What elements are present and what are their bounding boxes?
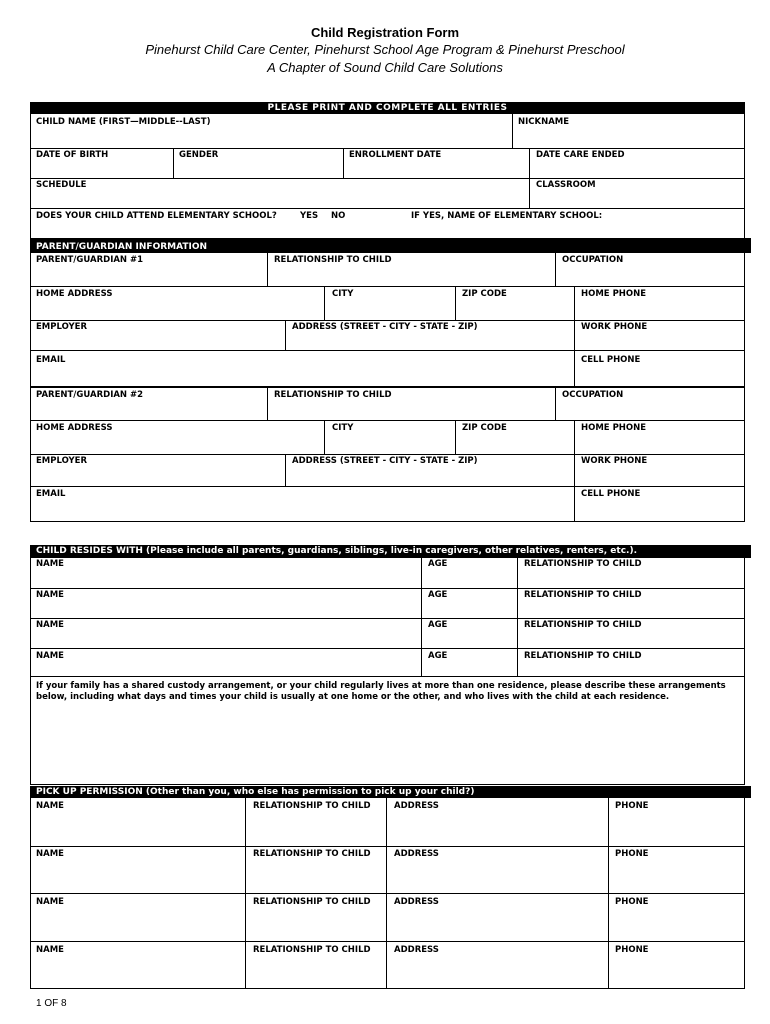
divider xyxy=(555,388,556,420)
parent1-relationship-field[interactable]: RELATIONSHIP TO CHILD xyxy=(274,255,392,265)
pickup-address-field[interactable]: ADDRESS xyxy=(394,897,439,907)
border xyxy=(744,786,745,988)
pickup-address-field[interactable]: ADDRESS xyxy=(394,849,439,859)
parent1-home-phone-field[interactable]: HOME PHONE xyxy=(581,289,647,299)
resident-relationship-field[interactable]: RELATIONSHIP TO CHILD xyxy=(524,559,642,569)
parent2-relationship-field[interactable]: RELATIONSHIP TO CHILD xyxy=(274,390,392,400)
elementary-question: DOES YOUR CHILD ATTEND ELEMENTARY SCHOOL? xyxy=(36,211,277,221)
resident-age-field[interactable]: AGE xyxy=(428,651,448,661)
divider xyxy=(421,558,422,676)
classroom-field[interactable]: CLASSROOM xyxy=(536,180,596,190)
resident-relationship-field[interactable]: RELATIONSHIP TO CHILD xyxy=(524,620,642,630)
nickname-field[interactable]: NICKNAME xyxy=(518,117,570,127)
gender-field[interactable]: GENDER xyxy=(179,150,219,160)
divider xyxy=(30,386,745,388)
parent2-occupation-field[interactable]: OCCUPATION xyxy=(562,390,624,400)
resident-name-field[interactable]: NAME xyxy=(36,620,64,630)
divider xyxy=(30,486,745,487)
resident-relationship-field[interactable]: RELATIONSHIP TO CHILD xyxy=(524,590,642,600)
divider xyxy=(30,454,745,455)
parent2-zip-field[interactable]: ZIP CODE xyxy=(462,423,507,433)
divider xyxy=(30,648,745,649)
divider xyxy=(285,320,286,350)
parent1-employer-address-field[interactable]: ADDRESS (STREET - CITY - STATE - ZIP) xyxy=(292,322,478,332)
parent1-city-field[interactable]: CITY xyxy=(332,289,354,299)
border xyxy=(30,545,31,785)
divider xyxy=(30,846,745,847)
pickup-relationship-field[interactable]: RELATIONSHIP TO CHILD xyxy=(253,801,371,811)
divider xyxy=(574,286,575,386)
divider xyxy=(555,253,556,286)
yes-option[interactable]: YES xyxy=(300,211,319,221)
divider xyxy=(455,286,456,320)
dob-field[interactable]: DATE OF BIRTH xyxy=(36,150,109,160)
parent1-home-address-field[interactable]: HOME ADDRESS xyxy=(36,289,113,299)
parent1-employer-field[interactable]: EMPLOYER xyxy=(36,322,88,332)
divider xyxy=(324,420,325,454)
pickup-name-field[interactable]: NAME xyxy=(36,849,64,859)
parent2-employer-address-field[interactable]: ADDRESS (STREET - CITY - STATE - ZIP) xyxy=(292,456,478,466)
resident-age-field[interactable]: AGE xyxy=(428,590,448,600)
parent1-work-phone-field[interactable]: WORK PHONE xyxy=(581,322,648,332)
pickup-phone-field[interactable]: PHONE xyxy=(615,945,649,955)
divider xyxy=(285,454,286,486)
border xyxy=(744,102,745,238)
parent1-zip-field[interactable]: ZIP CODE xyxy=(462,289,507,299)
parent1-cell-phone-field[interactable]: CELL PHONE xyxy=(581,355,641,365)
divider xyxy=(324,286,325,320)
no-option[interactable]: NO xyxy=(331,211,346,221)
border xyxy=(744,545,745,785)
elementary-school-field[interactable]: IF YES, NAME OF ELEMENTARY SCHOOL: xyxy=(411,211,603,221)
divider xyxy=(517,558,518,676)
child-name-field[interactable]: CHILD NAME (FIRST—MIDDLE--LAST) xyxy=(36,117,211,127)
divider xyxy=(30,286,745,287)
form-subtitle: Pinehurst Child Care Center, Pinehurst School Age Program & Pinehurst Preschool xyxy=(145,42,625,57)
page-number: 1 OF 8 xyxy=(36,998,67,1009)
divider xyxy=(30,988,745,989)
divider xyxy=(574,420,575,522)
custody-instructions: If your family has a shared custody arrangement, or your child regularly lives at more than one residence, please describe these arrangements below, including what days and times your child is usually at one home or the other, and who lives with the child at each residence. xyxy=(36,681,726,702)
pickup-relationship-field[interactable]: RELATIONSHIP TO CHILD xyxy=(253,945,371,955)
section-bar-resides: CHILD RESIDES WITH (Please include all parents, guardians, siblings, live-in caregivers, other relatives, renters, etc.). xyxy=(30,545,751,558)
pickup-phone-field[interactable]: PHONE xyxy=(615,801,649,811)
divider xyxy=(30,208,745,209)
section-bar-pickup: PICK UP PERMISSION (Other than you, who else has permission to pick up your child?) xyxy=(30,786,751,798)
divider xyxy=(30,420,745,421)
parent2-home-address-field[interactable]: HOME ADDRESS xyxy=(36,423,113,433)
divider xyxy=(30,350,745,351)
schedule-field[interactable]: SCHEDULE xyxy=(36,180,87,190)
parent2-cell-phone-field[interactable]: CELL PHONE xyxy=(581,489,641,499)
pickup-name-field[interactable]: NAME xyxy=(36,897,64,907)
parent2-employer-field[interactable]: EMPLOYER xyxy=(36,456,88,466)
pickup-name-field[interactable]: NAME xyxy=(36,801,64,811)
resident-name-field[interactable]: NAME xyxy=(36,559,64,569)
parent2-city-field[interactable]: CITY xyxy=(332,423,354,433)
divider xyxy=(455,420,456,454)
section-bar-child: PLEASE PRINT AND COMPLETE ALL ENTRIES xyxy=(30,102,745,114)
parent1-field[interactable]: PARENT/GUARDIAN #1 xyxy=(36,255,144,265)
parent2-email-field[interactable]: EMAIL xyxy=(36,489,66,499)
form-title: Child Registration Form xyxy=(310,25,460,40)
divider xyxy=(30,320,745,321)
pickup-address-field[interactable]: ADDRESS xyxy=(394,801,439,811)
divider xyxy=(267,388,268,420)
divider xyxy=(30,521,745,522)
enrollment-date-field[interactable]: ENROLLMENT DATE xyxy=(349,150,442,160)
section-bar-parent: PARENT/GUARDIAN INFORMATION xyxy=(30,238,751,253)
form-chapter: A Chapter of Sound Child Care Solutions xyxy=(267,60,503,75)
border xyxy=(30,238,31,522)
divider xyxy=(30,148,745,149)
parent1-email-field[interactable]: EMAIL xyxy=(36,355,66,365)
divider xyxy=(173,148,174,178)
border xyxy=(744,238,745,522)
parent2-field[interactable]: PARENT/GUARDIAN #2 xyxy=(36,390,144,400)
border xyxy=(30,786,31,988)
divider xyxy=(512,114,513,148)
parent1-occupation-field[interactable]: OCCUPATION xyxy=(562,255,624,265)
pickup-name-field[interactable]: NAME xyxy=(36,945,64,955)
border xyxy=(30,102,31,238)
date-care-ended-field[interactable]: DATE CARE ENDED xyxy=(536,150,625,160)
pickup-relationship-field[interactable]: RELATIONSHIP TO CHILD xyxy=(253,849,371,859)
divider xyxy=(30,588,745,589)
divider xyxy=(30,618,745,619)
resident-age-field[interactable]: AGE xyxy=(428,559,448,569)
divider xyxy=(343,148,344,178)
divider xyxy=(267,253,268,286)
divider xyxy=(30,893,745,894)
resident-name-field[interactable]: NAME xyxy=(36,590,64,600)
parent2-home-phone-field[interactable]: HOME PHONE xyxy=(581,423,647,433)
divider xyxy=(30,941,745,942)
divider xyxy=(30,676,745,677)
parent2-work-phone-field[interactable]: WORK PHONE xyxy=(581,456,648,466)
pickup-phone-field[interactable]: PHONE xyxy=(615,849,649,859)
resident-age-field[interactable]: AGE xyxy=(428,620,448,630)
divider xyxy=(30,784,745,785)
pickup-relationship-field[interactable]: RELATIONSHIP TO CHILD xyxy=(253,897,371,907)
resident-relationship-field[interactable]: RELATIONSHIP TO CHILD xyxy=(524,651,642,661)
pickup-phone-field[interactable]: PHONE xyxy=(615,897,649,907)
resident-name-field[interactable]: NAME xyxy=(36,651,64,661)
pickup-address-field[interactable]: ADDRESS xyxy=(394,945,439,955)
divider xyxy=(30,178,745,179)
